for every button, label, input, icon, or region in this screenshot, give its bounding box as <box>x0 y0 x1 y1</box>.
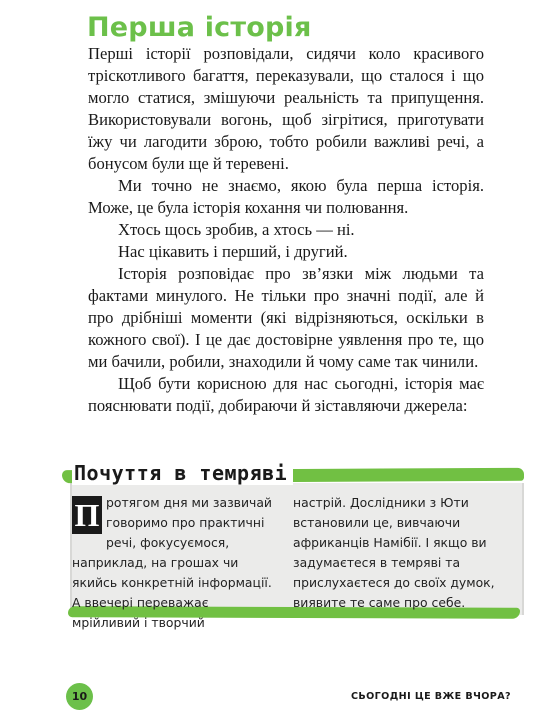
paragraph: Ми точно не знаємо, якою була перша історія. Може, це була історія кохання чи полювання. <box>88 176 484 217</box>
drop-cap: П <box>72 496 102 534</box>
page-title: Перша історія <box>87 12 312 43</box>
paragraph: Перші історії розповідали, сидячи коло красивого тріскотливого багаття, переказували, що сталося і що могло статися, змішуючи реальність та припущення. Використовували вогонь, щоб зігрітися, приготувати їжу чи лагодити зброю, тобто робили важливі речі, а бонусом були ще й теревені. <box>88 44 484 173</box>
paragraph: Щоб бути корисною для нас сьогодні, історія має пояснювати події, добираючи й зіставляючи джерела: <box>88 374 484 415</box>
paragraph: Хтось щось зробив, а хтось — ні. <box>118 220 355 239</box>
paragraph: Історія розповідає про зв’язки між людьми та фактами минулого. Не тільки про значні події, але й про дрібніші моменти (які відрізняються, оскільки в кожного свої). І це дає достовірне уявлення про те, що ми бачили, робили, знаходили й чому саме так чинили. <box>88 264 484 371</box>
paragraph: Нас цікавить і перший, і другий. <box>118 242 348 261</box>
sidebar-text-left: ротягом дня ми зазвичай говоримо про практичні речі, фокусуємося, наприклад, на грошах чи якийсь конкретній інформації. А ввечері переважає мрійливий і творчий <box>72 495 272 630</box>
sidebar-column-right <box>293 493 509 613</box>
sidebar-paragraph-left <box>72 493 280 633</box>
main-text <box>88 43 484 417</box>
page-number: 10 <box>66 683 93 710</box>
sidebar-title: Почуття в темряві <box>72 459 293 485</box>
sidebar-column-left <box>72 493 280 633</box>
sidebar-text-right: настрій. Дослідники з Юти встановили це, вивчаючи африканців Намібії. І якщо ви задумаєтеся в темряві та прислухаєтеся до своїх думок, виявите те саме про себе. <box>293 495 495 610</box>
running-footer: СЬОГОДНІ ЦЕ ВЖЕ ВЧОРА? <box>350 691 511 702</box>
sidebar-box <box>62 461 525 630</box>
